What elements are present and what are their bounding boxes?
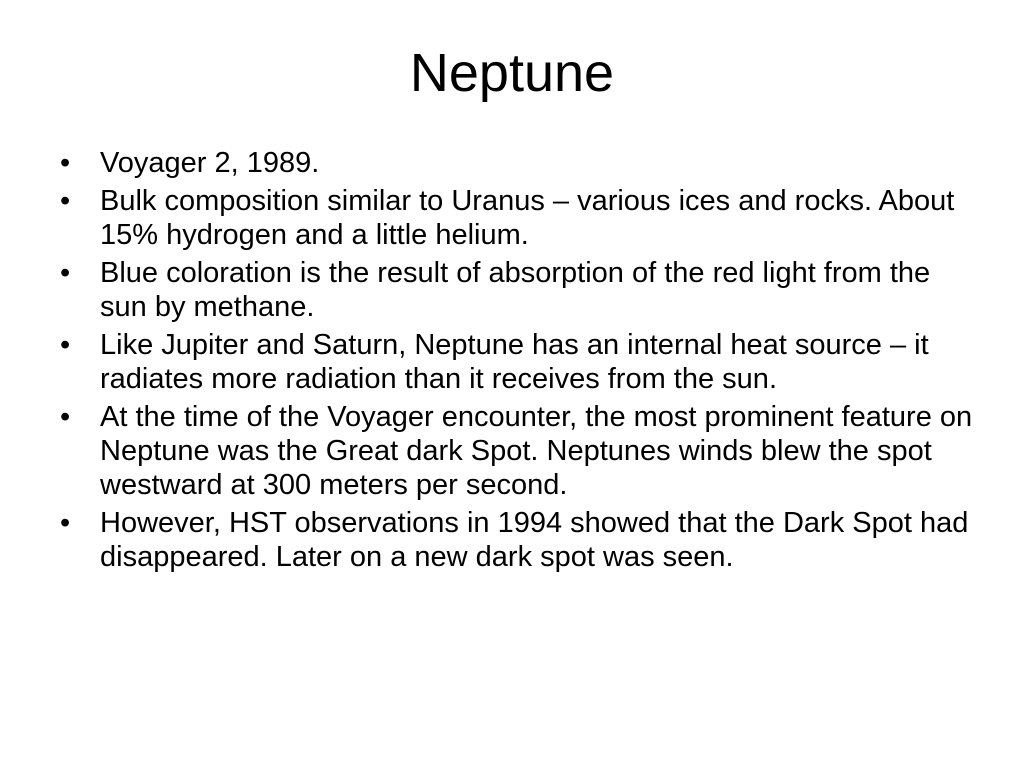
bullet-marker: • bbox=[60, 401, 71, 433]
bullet-item bbox=[56, 506, 976, 574]
bullet-text: However, HST observations in 1994 showed that the Dark Spot had disappeared. Later on a new dark spot was seen. bbox=[100, 507, 969, 573]
bullet-list bbox=[56, 146, 976, 578]
bullet-marker: • bbox=[60, 507, 71, 539]
bullet-text: Like Jupiter and Saturn, Neptune has an internal heat source – it radiates more radiation than it receives from the sun. bbox=[100, 329, 929, 395]
bullet-marker: • bbox=[60, 257, 71, 289]
bullet-text: At the time of the Voyager encounter, the most prominent feature on Neptune was the Great dark Spot. Neptunes winds blew the spot westward at 300 meters per second. bbox=[100, 401, 973, 501]
bullet-item bbox=[56, 184, 976, 252]
bullet-marker: • bbox=[60, 329, 71, 361]
bullet-item bbox=[56, 328, 976, 396]
bullet-marker: • bbox=[60, 147, 71, 179]
bullet-item bbox=[56, 146, 976, 180]
bullet-text: Voyager 2, 1989. bbox=[100, 147, 320, 179]
slide-title: Neptune bbox=[409, 43, 615, 103]
bullet-marker: • bbox=[60, 185, 71, 217]
bullet-text: Blue coloration is the result of absorption of the red light from the sun by methane. bbox=[100, 257, 931, 323]
bullet-item bbox=[56, 256, 976, 324]
bullet-text: Bulk composition similar to Uranus – various ices and rocks. About 15% hydrogen and a little helium. bbox=[100, 185, 955, 251]
bullet-item bbox=[56, 400, 976, 502]
